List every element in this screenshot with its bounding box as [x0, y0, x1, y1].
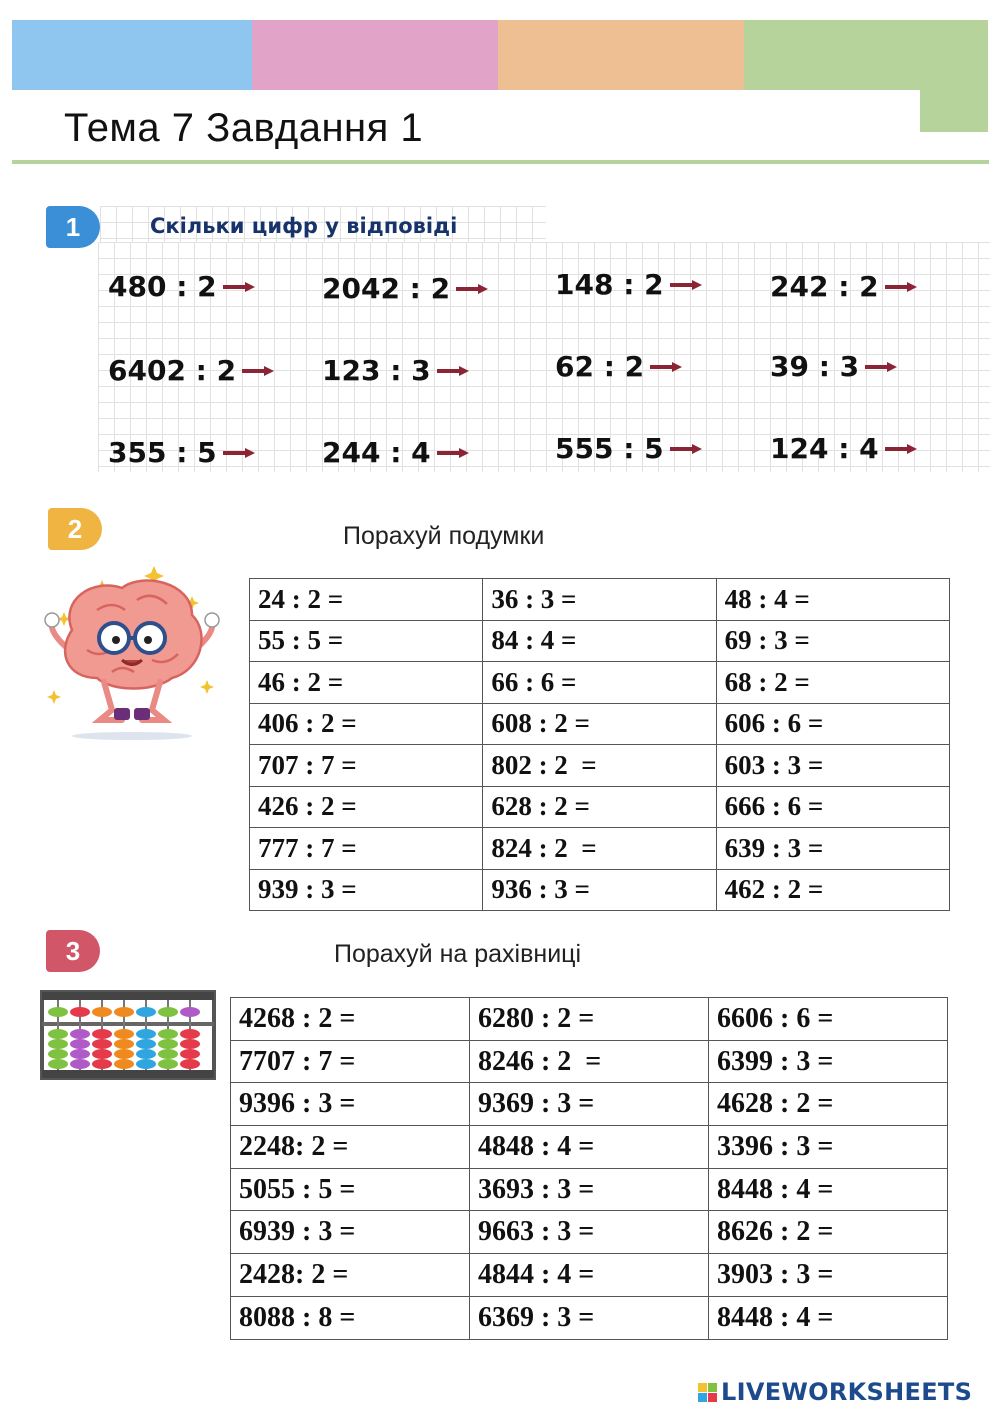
problem-cell[interactable]: 3396 : 3 =: [709, 1126, 948, 1169]
task2-heading: Порахуй подумки: [343, 522, 545, 550]
abacus-illustration: [40, 990, 216, 1080]
table-row: [250, 620, 950, 662]
header-band-green: [744, 20, 988, 90]
task1-expression[interactable]: [108, 354, 274, 387]
expression-text: 355 : 5: [108, 436, 217, 469]
arrow-right-icon: [456, 284, 488, 294]
problem-cell[interactable]: 4628 : 2 =: [709, 1083, 948, 1126]
problem-cell[interactable]: 8448 : 4 =: [709, 1296, 948, 1339]
problem-cell[interactable]: 4268 : 2 =: [231, 998, 470, 1041]
table-row: [250, 786, 950, 828]
expression-text: 555 : 5: [555, 432, 664, 465]
problem-cell[interactable]: 462 : 2 =: [716, 869, 949, 911]
expression-text: 123 : 3: [322, 354, 431, 387]
table-row: [250, 869, 950, 911]
problem-cell[interactable]: 24 : 2 =: [250, 579, 483, 621]
problem-cell[interactable]: 5055 : 5 =: [231, 1168, 470, 1211]
problem-cell[interactable]: 802 : 2 =: [483, 745, 716, 787]
task3-problem-table: [230, 997, 948, 1340]
expression-text: 480 : 2: [108, 270, 217, 303]
task1-expression[interactable]: [108, 436, 255, 469]
expression-text: 6402 : 2: [108, 354, 237, 387]
header-band-tail: [920, 90, 988, 132]
task1-expression[interactable]: [322, 436, 469, 469]
problem-cell[interactable]: 8626 : 2 =: [709, 1211, 948, 1254]
table-row: [231, 1126, 948, 1169]
arrow-right-icon: [885, 282, 917, 292]
problem-cell[interactable]: 3903 : 3 =: [709, 1254, 948, 1297]
problem-cell[interactable]: 68 : 2 =: [716, 662, 949, 704]
problem-cell[interactable]: 606 : 6 =: [716, 703, 949, 745]
table-row: [250, 579, 950, 621]
task1-number-badge: 1: [46, 206, 100, 248]
page-title: Тема 7 Завдання 1: [64, 106, 424, 150]
problem-cell[interactable]: 426 : 2 =: [250, 786, 483, 828]
table-row: [231, 1254, 948, 1297]
problem-cell[interactable]: 824 : 2 =: [483, 828, 716, 870]
expression-text: 244 : 4: [322, 436, 431, 469]
arrow-right-icon: [223, 448, 255, 458]
problem-cell[interactable]: 6399 : 3 =: [709, 1040, 948, 1083]
task1-expression[interactable]: [555, 350, 682, 383]
problem-cell[interactable]: 406 : 2 =: [250, 703, 483, 745]
expression-text: 62 : 2: [555, 350, 645, 383]
task1-expression[interactable]: [322, 272, 488, 305]
arrow-right-icon: [242, 366, 274, 376]
problem-cell[interactable]: 6369 : 3 =: [469, 1296, 708, 1339]
problem-cell[interactable]: 4844 : 4 =: [469, 1254, 708, 1297]
table-row: [231, 1083, 948, 1126]
problem-cell[interactable]: 939 : 3 =: [250, 869, 483, 911]
expression-text: 39 : 3: [770, 350, 860, 383]
arrow-right-icon: [437, 366, 469, 376]
liveworksheets-logo: [698, 1378, 972, 1406]
problem-cell[interactable]: 9396 : 3 =: [231, 1083, 470, 1126]
table-row: [231, 1040, 948, 1083]
task1-expression[interactable]: [770, 350, 897, 383]
problem-cell[interactable]: 777 : 7 =: [250, 828, 483, 870]
task3-heading: Порахуй на рахівниці: [334, 940, 582, 968]
problem-cell[interactable]: 6280 : 2 =: [469, 998, 708, 1041]
task1-expression[interactable]: [555, 268, 702, 301]
task1-expression[interactable]: [770, 432, 917, 465]
brain-mascot-illustration: [42, 560, 220, 775]
problem-cell[interactable]: 707 : 7 =: [250, 745, 483, 787]
problem-cell[interactable]: 8088 : 8 =: [231, 1296, 470, 1339]
problem-cell[interactable]: 639 : 3 =: [716, 828, 949, 870]
table-row: [231, 1296, 948, 1339]
problem-cell[interactable]: 2248: 2 =: [231, 1126, 470, 1169]
title-divider: [12, 160, 989, 164]
arrow-right-icon: [670, 444, 702, 454]
header-band-blue: [12, 20, 252, 90]
table-row: [250, 828, 950, 870]
problem-cell[interactable]: 8448 : 4 =: [709, 1168, 948, 1211]
table-row: [250, 703, 950, 745]
problem-cell[interactable]: 6939 : 3 =: [231, 1211, 470, 1254]
arrow-right-icon: [885, 444, 917, 454]
task3-number-badge: 3: [46, 930, 100, 972]
problem-cell[interactable]: 84 : 4 =: [483, 620, 716, 662]
task2-problem-table: [249, 578, 950, 911]
arrow-right-icon: [223, 282, 255, 292]
header-band-pink: [252, 20, 498, 90]
liveworksheets-logo-icon: [698, 1383, 717, 1402]
problem-cell[interactable]: 55 : 5 =: [250, 620, 483, 662]
arrow-right-icon: [650, 362, 682, 372]
problem-cell[interactable]: 666 : 6 =: [716, 786, 949, 828]
problem-cell[interactable]: 4848 : 4 =: [469, 1126, 708, 1169]
problem-cell[interactable]: 6606 : 6 =: [709, 998, 948, 1041]
problem-cell[interactable]: 7707 : 7 =: [231, 1040, 470, 1083]
problem-cell[interactable]: 628 : 2 =: [483, 786, 716, 828]
problem-cell[interactable]: 3693 : 3 =: [469, 1168, 708, 1211]
header-band-orange: [498, 20, 744, 90]
task1-heading: Скільки цифр у відповіді: [150, 214, 458, 238]
problem-cell[interactable]: 46 : 2 =: [250, 662, 483, 704]
problem-cell[interactable]: 36 : 3 =: [483, 579, 716, 621]
table-row: [250, 662, 950, 704]
table-row: [231, 1168, 948, 1211]
expression-text: 242 : 2: [770, 270, 879, 303]
table-row: [250, 745, 950, 787]
problem-cell[interactable]: 2428: 2 =: [231, 1254, 470, 1297]
footer-brand-text: LIVEWORKSHEETS: [721, 1378, 973, 1406]
expression-text: 148 : 2: [555, 268, 664, 301]
problem-cell[interactable]: 603 : 3 =: [716, 745, 949, 787]
task1-expression[interactable]: [555, 432, 702, 465]
problem-cell[interactable]: 66 : 6 =: [483, 662, 716, 704]
problem-cell[interactable]: 608 : 2 =: [483, 703, 716, 745]
problem-cell[interactable]: 936 : 3 =: [483, 869, 716, 911]
task1-expression[interactable]: [770, 270, 917, 303]
problem-cell[interactable]: 9663 : 3 =: [469, 1211, 708, 1254]
arrow-right-icon: [670, 280, 702, 290]
problem-cell[interactable]: 69 : 3 =: [716, 620, 949, 662]
expression-text: 124 : 4: [770, 432, 879, 465]
task1-expression[interactable]: [108, 270, 255, 303]
table-row: [231, 1211, 948, 1254]
expression-text: 2042 : 2: [322, 272, 451, 305]
task2-number-badge: 2: [48, 508, 102, 550]
table-row: [231, 998, 948, 1041]
problem-cell[interactable]: 8246 : 2 =: [469, 1040, 708, 1083]
arrow-right-icon: [865, 362, 897, 372]
header-band-curve: [560, 90, 920, 132]
task1-expression[interactable]: [322, 354, 469, 387]
problem-cell[interactable]: 48 : 4 =: [716, 579, 949, 621]
arrow-right-icon: [437, 448, 469, 458]
problem-cell[interactable]: 9369 : 3 =: [469, 1083, 708, 1126]
